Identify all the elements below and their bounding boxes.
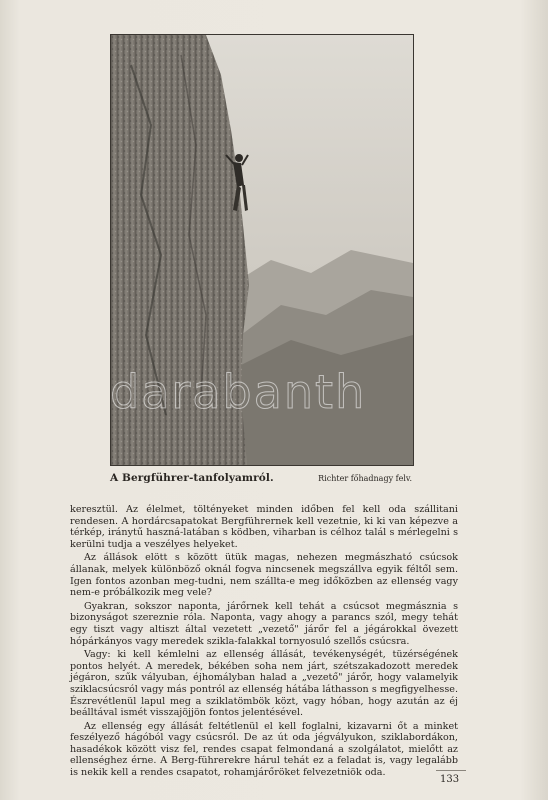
paragraph: Vagy: ki kell kémlelni az ellenség állását, tevékenységét, tüzérségének pontos helyét. A meredek, békében soha nem járt, szétszakadozott meredek jégáron, szűk vályuban, éjhomályban halad a „vezető" járőr, hogy valamelyik sziklacsúcsról vagy más pontról az ellenség hátába láthasson s megfigyelhesse. Észrevétlenül lapul meg a sziklatömbök közt, vagy hóban, hogy azután az éj beálltával ismét visszajöjjön fontos jelentésével. — [70, 649, 458, 719]
caption-title: A Bergführer-tanfolyamról. — [110, 472, 274, 484]
figure-caption — [110, 472, 412, 484]
climber-photo-image — [111, 35, 413, 465]
paragraph: keresztül. Az élelmet, töltényeket minden időben fel kell oda szállitani rendesen. A hordárcsapatokat Bergführernek kell vezetnie, ki ki van képezve a térkép, iránytű haszná-latában s ködben, viharban is célhoz talál s mérlegelni s kerülni tudja a veszélyes helyeket. — [70, 504, 458, 550]
photograph-climber — [110, 34, 414, 466]
article-body — [70, 504, 458, 779]
page-number: 133 — [440, 774, 460, 785]
photo-credit: Richter főhadnagy felv. — [318, 474, 412, 483]
paragraph: Az állások elött s között ütük magas, nehezen megmászható csúcsok állanak, melyek különböző oknál fogva nincsenek megszállva egyik féltől sem. Igen fontos azonban meg-tudni, nem szállta-e meg időközben az ellenség vagy nem-e próbálkozik meg vele? — [70, 552, 458, 599]
page-number-rule — [436, 770, 466, 771]
paragraph: Az ellenség egy állását feltétlenül el kell foglalni, kizavarni őt a minket feszélyező hágóból vagy csúcsról. De az út oda jégvályukon, sziklabordákon, hasadékok között visz fel, rendes csapat felmondaná a szolgálatot, mielőtt az ellenséghez érne. A Berg-führerekre hárul tehát ez a feladat is, vagy legalább is nekik kell a rendes csapatot, rohamjárőröket felvezetniök oda. — [70, 720, 458, 779]
paragraph: Gyakran, sokszor naponta, járőrnek kell tehát a csúcsot megmásznia s bizonyságot szereznie róla. Naponta, vagy ahogy a parancs szól, megy tehát egy tiszt vagy altiszt által vezetett „vezető" járőr fel a jégárokkal övezett hópárkányos vagy meredek szikla-falakkal tornyosuló szellős csúcsra. — [70, 600, 458, 647]
